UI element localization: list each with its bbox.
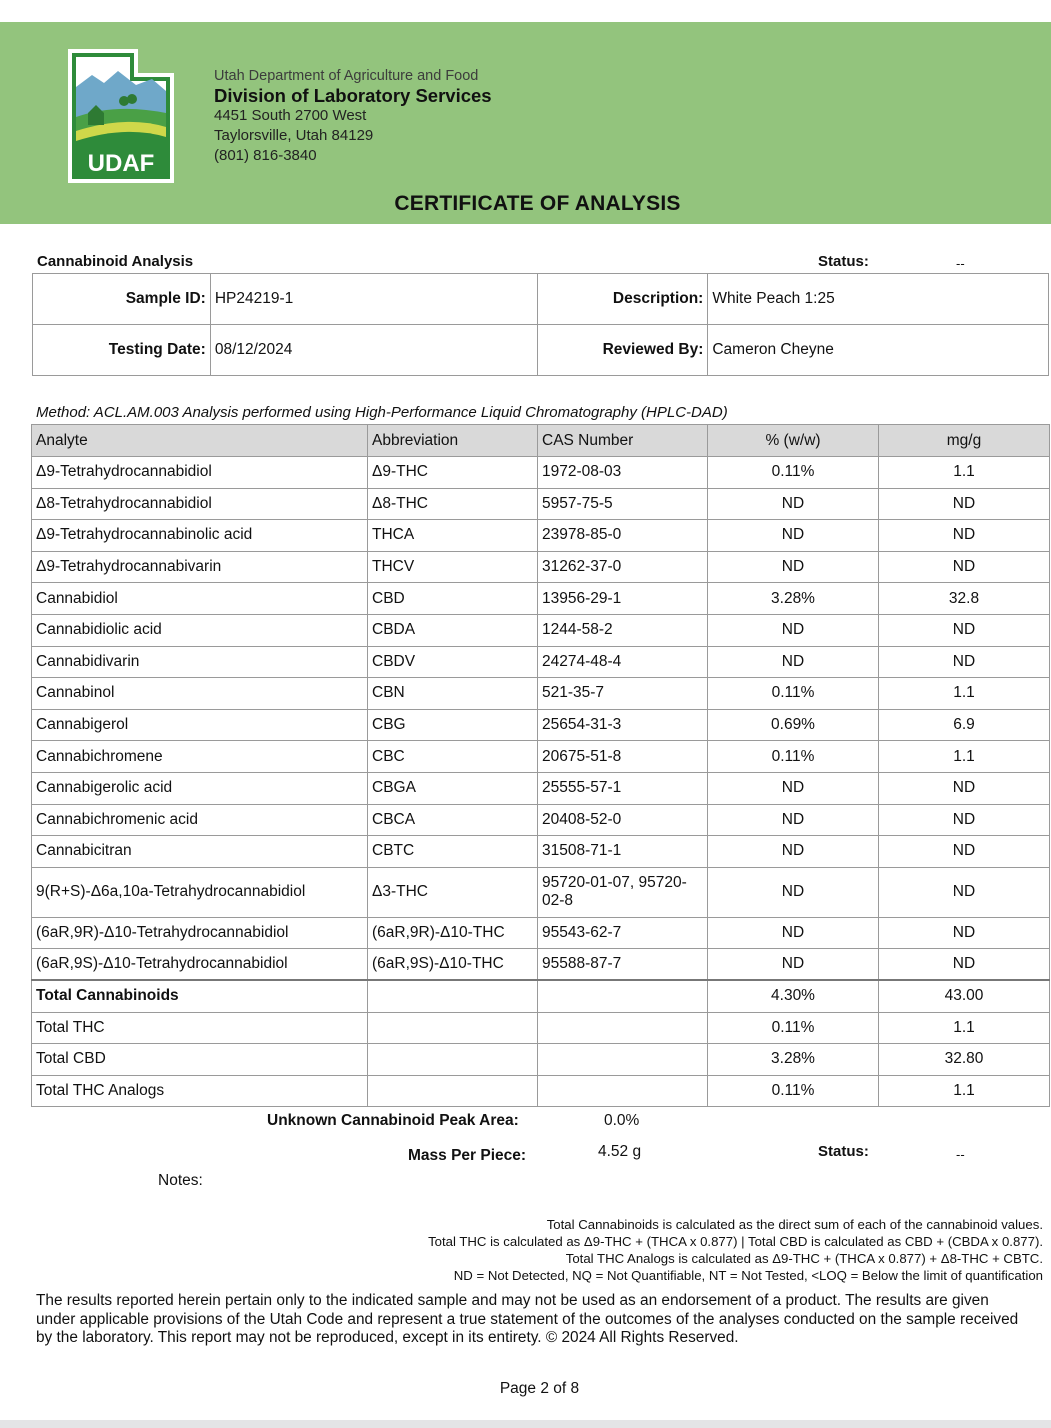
reviewed-by-value: Cameron Cheyne	[708, 325, 1049, 376]
percent-cell: 0.11%	[708, 741, 879, 773]
cas-cell: 31508-71-1	[538, 836, 708, 868]
table-row	[32, 772, 1050, 804]
abbreviation-cell: THCA	[368, 520, 538, 552]
table-row	[32, 646, 1050, 678]
mgg-cell: 1.1	[879, 1012, 1050, 1044]
analyte-cell: (6aR,9S)-Δ10-Tetrahydrocannabidiol	[32, 949, 368, 981]
cas-cell: 25654-31-3	[538, 709, 708, 741]
table-row	[32, 741, 1050, 773]
results-table	[31, 424, 1050, 1107]
mgg-cell: ND	[879, 836, 1050, 868]
mgg-cell: 1.1	[879, 457, 1050, 489]
reviewed-by-label: Reviewed By:	[538, 325, 708, 376]
percent-cell: ND	[708, 867, 879, 917]
mgg-cell: 43.00	[879, 980, 1050, 1012]
total-row	[32, 1044, 1050, 1076]
mgg-cell: ND	[879, 646, 1050, 678]
total-row	[32, 1012, 1050, 1044]
abbreviation-cell	[368, 980, 538, 1012]
analyte-cell: Total Cannabinoids	[32, 980, 368, 1012]
analyte-cell: Cannabinol	[32, 678, 368, 710]
cas-cell: 31262-37-0	[538, 551, 708, 583]
percent-cell: ND	[708, 804, 879, 836]
unknown-peak-value: 0.0%	[604, 1112, 640, 1129]
analyte-cell: Cannabidiolic acid	[32, 614, 368, 646]
department-name: Utah Department of Agriculture and Food	[214, 68, 479, 84]
mgg-cell: ND	[879, 917, 1050, 949]
testing-date-label: Testing Date:	[33, 325, 211, 376]
abbreviation-cell	[368, 1044, 538, 1076]
abbreviation-cell: CBD	[368, 583, 538, 615]
section-title: Cannabinoid Analysis	[37, 253, 194, 270]
abbreviation-cell: CBC	[368, 741, 538, 773]
header-banner	[0, 22, 1051, 224]
abbreviation-cell	[368, 1075, 538, 1107]
analyte-cell: Cannabigerol	[32, 709, 368, 741]
analyte-cell: (6aR,9R)-Δ10-Tetrahydrocannabidiol	[32, 917, 368, 949]
cas-cell: 95543-62-7	[538, 917, 708, 949]
phone-number: (801) 816-3840	[214, 147, 317, 164]
analyte-cell: Cannabicitran	[32, 836, 368, 868]
analyte-cell: Δ9-Tetrahydrocannabinolic acid	[32, 520, 368, 552]
mass-per-piece-label: Mass Per Piece:	[408, 1147, 527, 1164]
percent-cell: 4.30%	[708, 980, 879, 1012]
top-strip	[0, 0, 1051, 22]
status-value: --	[956, 256, 965, 271]
cas-cell: 95720-01-07, 95720-02-8	[538, 867, 708, 917]
notes-label: Notes:	[158, 1172, 203, 1189]
table-row	[32, 678, 1050, 710]
address-line-2: Taylorsville, Utah 84129	[214, 127, 374, 144]
table-row	[32, 709, 1050, 741]
percent-cell: 0.11%	[708, 1012, 879, 1044]
testing-date-value: 08/12/2024	[210, 325, 538, 376]
table-row	[32, 867, 1050, 917]
table-row	[32, 488, 1050, 520]
col-header-cas: CAS Number	[538, 425, 708, 457]
cas-cell	[538, 1075, 708, 1107]
percent-cell: ND	[708, 949, 879, 981]
col-header-percent: % (w/w)	[708, 425, 879, 457]
cas-cell: 23978-85-0	[538, 520, 708, 552]
cas-cell: 13956-29-1	[538, 583, 708, 615]
abbreviation-cell	[368, 1012, 538, 1044]
percent-cell: ND	[708, 614, 879, 646]
percent-cell: ND	[708, 488, 879, 520]
address-line-1: 4451 South 2700 West	[214, 107, 367, 124]
description-label: Description:	[538, 274, 708, 325]
percent-cell: ND	[708, 772, 879, 804]
percent-cell: ND	[708, 646, 879, 678]
abbreviation-cell: CBN	[368, 678, 538, 710]
mgg-cell: ND	[879, 551, 1050, 583]
percent-cell: 0.11%	[708, 1075, 879, 1107]
analyte-cell: Δ8-Tetrahydrocannabidiol	[32, 488, 368, 520]
mgg-cell: ND	[879, 488, 1050, 520]
analyte-cell: Total CBD	[32, 1044, 368, 1076]
abbreviation-cell: CBDA	[368, 614, 538, 646]
footnote-line: Total Cannabinoids is calculated as the direct sum of each of the cannabinoid values.	[546, 1217, 1043, 1232]
method-note: Method: ACL.AM.003 Analysis performed using High-Performance Liquid Chromatography (HPLC-DAD)	[36, 404, 728, 421]
cas-cell: 25555-57-1	[538, 772, 708, 804]
abbreviation-cell: (6aR,9S)-Δ10-THC	[368, 949, 538, 981]
percent-cell: 3.28%	[708, 1044, 879, 1076]
summary-status-label: Status:	[818, 1143, 869, 1160]
footnotes	[283, 1216, 1043, 1284]
footnote-line: Total THC is calculated as Δ9-THC + (THCA x 0.877) | Total CBD is calculated as CBD + (CBDA x 0.877).	[428, 1234, 1043, 1249]
table-row	[32, 836, 1050, 868]
table-row	[32, 949, 1050, 981]
mgg-cell: ND	[879, 772, 1050, 804]
abbreviation-cell: THCV	[368, 551, 538, 583]
table-row	[32, 583, 1050, 615]
analyte-cell: 9(R+S)-Δ6a,10a-Tetrahydrocannabidiol	[32, 867, 368, 917]
analyte-cell: Cannabichromenic acid	[32, 804, 368, 836]
abbreviation-cell: Δ9-THC	[368, 457, 538, 489]
percent-cell: ND	[708, 836, 879, 868]
cas-cell	[538, 1044, 708, 1076]
col-header-mgg: mg/g	[879, 425, 1050, 457]
sample-id-value: HP24219-1	[210, 274, 538, 325]
abbreviation-cell: Δ8-THC	[368, 488, 538, 520]
cas-cell: 20408-52-0	[538, 804, 708, 836]
cas-cell	[538, 980, 708, 1012]
analyte-cell: Total THC	[32, 1012, 368, 1044]
abbreviation-cell: Δ3-THC	[368, 867, 538, 917]
cas-cell: 521-35-7	[538, 678, 708, 710]
mgg-cell: ND	[879, 949, 1050, 981]
cas-cell: 20675-51-8	[538, 741, 708, 773]
disclaimer: The results reported herein pertain only to the indicated sample and may not be used as an endorsement of a product. The results are given under applicable provisions of the Utah Code and represent a true statement of the outcomes of the analyses conducted on the sample received by the laboratory. This report may not be reproduced, except in its entirety. © 2024 All Rights Reserved.	[36, 1292, 1019, 1346]
cas-cell: 5957-75-5	[538, 488, 708, 520]
results-header-row	[32, 425, 1050, 457]
cas-cell: 95588-87-7	[538, 949, 708, 981]
col-header-analyte: Analyte	[32, 425, 368, 457]
summary-status-value: --	[956, 1147, 965, 1162]
table-row	[32, 614, 1050, 646]
page-number: Page 2 of 8	[499, 1380, 580, 1397]
analyte-cell: Cannabichromene	[32, 741, 368, 773]
status-label: Status:	[818, 253, 869, 270]
mgg-cell: ND	[879, 804, 1050, 836]
mgg-cell: ND	[879, 520, 1050, 552]
svg-text:UDAF: UDAF	[87, 150, 155, 177]
total-row	[32, 980, 1050, 1012]
percent-cell: ND	[708, 917, 879, 949]
abbreviation-cell: (6aR,9R)-Δ10-THC	[368, 917, 538, 949]
udaf-logo	[66, 47, 176, 185]
organization-block	[214, 66, 492, 166]
document-title: CERTIFICATE OF ANALYSIS	[394, 192, 681, 215]
analyte-cell: Δ9-Tetrahydrocannabidiol	[32, 457, 368, 489]
unknown-peak-label: Unknown Cannabinoid Peak Area:	[267, 1112, 519, 1129]
percent-cell: ND	[708, 520, 879, 552]
analyte-cell: Cannabigerolic acid	[32, 772, 368, 804]
percent-cell: 0.11%	[708, 678, 879, 710]
mgg-cell: 1.1	[879, 678, 1050, 710]
description-value: White Peach 1:25	[708, 274, 1049, 325]
percent-cell: 0.69%	[708, 709, 879, 741]
analyte-cell: Total THC Analogs	[32, 1075, 368, 1107]
mgg-cell: 32.80	[879, 1044, 1050, 1076]
mgg-cell: 1.1	[879, 741, 1050, 773]
total-row	[32, 1075, 1050, 1107]
cas-cell	[538, 1012, 708, 1044]
mgg-cell: 1.1	[879, 1075, 1050, 1107]
cas-cell: 1244-58-2	[538, 614, 708, 646]
abbreviation-cell: CBCA	[368, 804, 538, 836]
table-row	[32, 457, 1050, 489]
footnote-line: Total THC Analogs is calculated as Δ9-THC + (THCA x 0.877) + Δ8-THC + CBTC.	[565, 1251, 1043, 1266]
mgg-cell: 6.9	[879, 709, 1050, 741]
cas-cell: 1972-08-03	[538, 457, 708, 489]
analyte-cell: Cannabidivarin	[32, 646, 368, 678]
abbreviation-cell: CBDV	[368, 646, 538, 678]
percent-cell: 3.28%	[708, 583, 879, 615]
table-row	[32, 520, 1050, 552]
table-row	[32, 551, 1050, 583]
sample-id-label: Sample ID:	[33, 274, 211, 325]
percent-cell: 0.11%	[708, 457, 879, 489]
sample-info-table	[32, 273, 1049, 376]
footnote-line: ND = Not Detected, NQ = Not Quantifiable, NT = Not Tested, <LOQ = Below the limit of quantification	[453, 1268, 1043, 1283]
abbreviation-cell: CBTC	[368, 836, 538, 868]
abbreviation-cell: CBGA	[368, 772, 538, 804]
table-row	[32, 804, 1050, 836]
mgg-cell: ND	[879, 867, 1050, 917]
analyte-cell: Cannabidiol	[32, 583, 368, 615]
cas-cell: 24274-48-4	[538, 646, 708, 678]
col-header-abbreviation: Abbreviation	[368, 425, 538, 457]
mgg-cell: 32.8	[879, 583, 1050, 615]
percent-cell: ND	[708, 551, 879, 583]
division-name: Division of Laboratory Services	[214, 85, 492, 106]
table-row	[32, 917, 1050, 949]
mass-per-piece-value: 4.52 g	[598, 1143, 642, 1160]
mgg-cell: ND	[879, 614, 1050, 646]
analyte-cell: Δ9-Tetrahydrocannabivarin	[32, 551, 368, 583]
abbreviation-cell: CBG	[368, 709, 538, 741]
